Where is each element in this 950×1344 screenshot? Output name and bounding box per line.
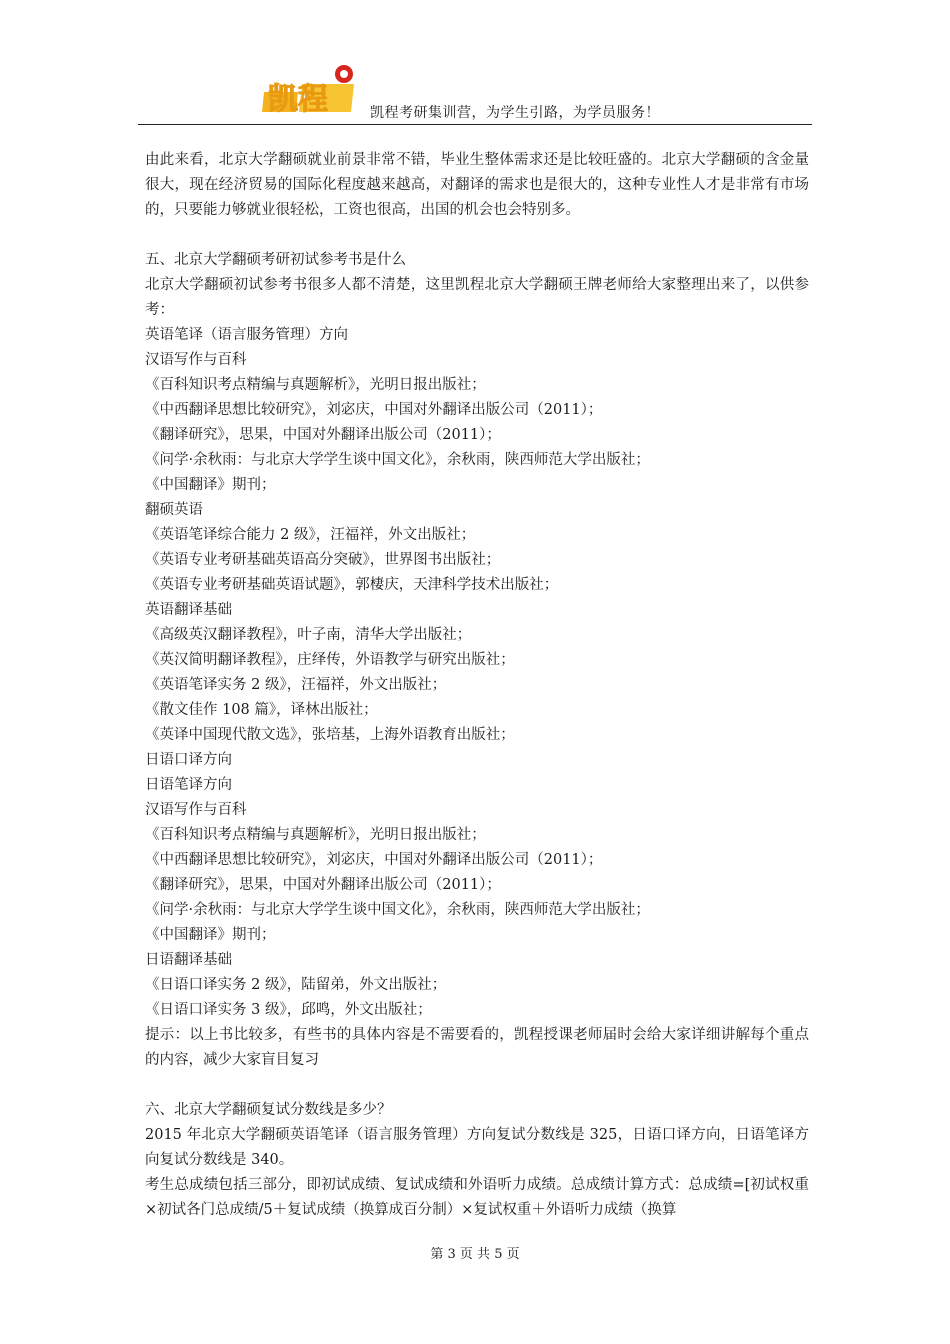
kaicheng-logo	[256, 62, 366, 118]
section-heading-5: 五、北京大学翻硕考研初试参考书是什么	[145, 252, 406, 268]
list-item: 《散文佳作 108 篇》，译林出版社；	[145, 702, 378, 718]
paragraph-tip: 提示：以上书比较多，有些书的具体内容是不需要看的，凯程授课老师届时会给大家详细讲解每个重点的内容，减少大家盲目复习	[145, 1027, 809, 1068]
list-item: 《问学·余秋雨：与北京大学学生谈中国文化》，余秋雨，陕西师范大学出版社；	[145, 452, 650, 468]
paragraph-cutoff: 2015 年北京大学翻硕英语笔译（语言服务管理）方向复试分数线是 325，日语口译方向，日语笔译方向复试分数线是 340。	[145, 1127, 809, 1168]
list-item: 汉语写作与百科	[145, 352, 247, 368]
paragraph-employment: 由此来看，北京大学翻硕就业前景非常不错，毕业生整体需求还是比较旺盛的。北京大学翻硕的含金量很大，现在经济贸易的国际化程度越来越高，对翻译的需求也是很大的，这种专业性人才是非常有市场的，只要能力够就业很轻松，工资也很高，出国的机会也会特别多。	[145, 152, 809, 218]
list-item: 英语笔译（语言服务管理）方向	[145, 327, 348, 343]
list-item: 《中西翻译思想比较研究》，刘宓庆，中国对外翻译出版公司（2011）；	[145, 852, 603, 868]
list-item: 《日语口译实务 3 级》，邱鸣，外文出版社；	[145, 1002, 432, 1018]
page-header	[138, 58, 812, 124]
list-item: 《百科知识考点精编与真题解析》，光明日报出版社；	[145, 377, 486, 393]
list-item: 《高级英汉翻译教程》，叶子南，清华大学出版社；	[145, 627, 472, 643]
header-slogan: 凯程考研集训营，为学生引路，为学员服务！	[370, 105, 660, 121]
logo-text: 凯程	[268, 82, 328, 117]
list-item: 汉语写作与百科	[145, 802, 247, 818]
paragraph-intro: 北京大学翻硕初试参考书很多人都不清楚，这里凯程北京大学翻硕王牌老师给大家整理出来了，以供参考：	[145, 277, 809, 318]
page-number: 第 3 页 共 5 页	[430, 1247, 520, 1262]
section-heading-6: 六、北京大学翻硕复试分数线是多少？	[145, 1102, 392, 1118]
list-item: 《百科知识考点精编与真题解析》，光明日报出版社；	[145, 827, 486, 843]
list-item: 《英汉简明翻译教程》，庄绎传，外语教学与研究出版社；	[145, 652, 515, 668]
list-item: 翻硕英语	[145, 502, 203, 518]
list-item: 《英语笔译综合能力 2 级》，汪福祥，外文出版社；	[145, 527, 476, 543]
document-body	[145, 148, 809, 1223]
list-item: 《英语笔译实务 2 级》，汪福祥，外文出版社；	[145, 677, 447, 693]
list-item: 《中西翻译思想比较研究》，刘宓庆，中国对外翻译出版公司（2011）；	[145, 402, 603, 418]
list-item: 日语笔译方向	[145, 777, 232, 793]
header-divider	[138, 124, 812, 125]
list-item: 英语翻译基础	[145, 602, 232, 618]
list-item: 日语口译方向	[145, 752, 232, 768]
list-item: 《翻译研究》，思果，中国对外翻译出版公司（2011）；	[145, 877, 501, 893]
list-item: 《日语口译实务 2 级》，陆留弟，外文出版社；	[145, 977, 447, 993]
list-item: 《问学·余秋雨：与北京大学学生谈中国文化》，余秋雨，陕西师范大学出版社；	[145, 902, 650, 918]
list-item: 《英语专业考研基础英语试题》，郭棲庆，天津科学技术出版社；	[145, 577, 559, 593]
list-item: 日语翻译基础	[145, 952, 232, 968]
list-item: 《中国翻译》期刊；	[145, 927, 276, 943]
paragraph-score-formula: 考生总成绩包括三部分，即初试成绩、复试成绩和外语听力成绩。总成绩计算方式：总成绩=[初试权重×初试各门总成绩/5＋复试成绩（换算成百分制）×复试权重＋外语听力成绩（换算	[145, 1177, 809, 1218]
list-item: 《英译中国现代散文选》，张培基，上海外语教育出版社；	[145, 727, 515, 743]
list-item: 《英语专业考研基础英语高分突破》，世界图书出版社；	[145, 552, 501, 568]
list-item: 《翻译研究》，思果，中国对外翻译出版公司（2011）；	[145, 427, 501, 443]
list-item: 《中国翻译》期刊；	[145, 477, 276, 493]
